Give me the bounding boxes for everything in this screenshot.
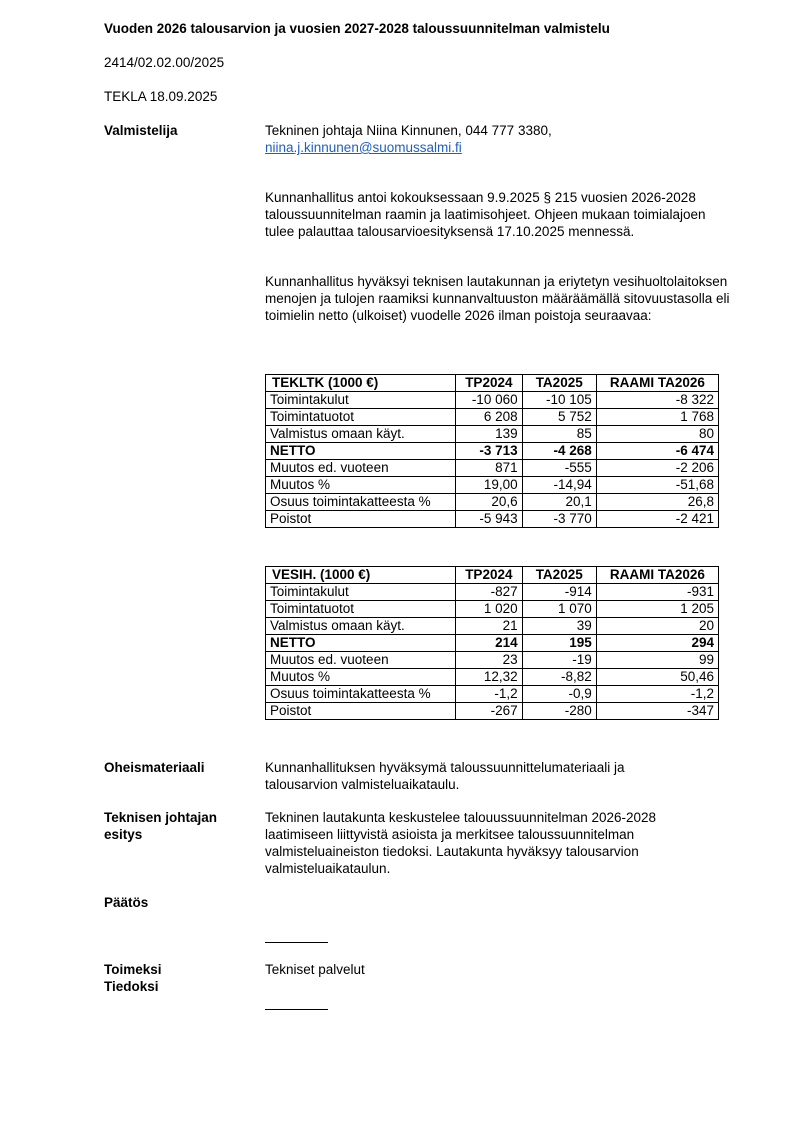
value-cell-tp2024: 139 — [456, 426, 523, 443]
value-cell-ta2025: 85 — [522, 426, 596, 443]
table-row — [266, 426, 719, 443]
value-cell-tp2024: -827 — [456, 584, 523, 601]
value-cell-tp2024: 1 020 — [456, 601, 523, 618]
table-row — [266, 460, 719, 477]
table-header-cell: TA2025 — [522, 375, 596, 392]
value-cell-raami-ta2026: -931 — [596, 584, 718, 601]
table-header-cell: TEKLTK (1000 €) — [266, 375, 456, 392]
value-cell-raami-ta2026: -6 474 — [596, 443, 718, 460]
value-cell-raami-ta2026: -1,2 — [596, 686, 718, 703]
value-cell-ta2025: -0,9 — [522, 686, 596, 703]
value-cell-tp2024: 21 — [456, 618, 523, 635]
table-header-cell: TA2025 — [522, 567, 596, 584]
table-row — [266, 635, 719, 652]
value-cell-tp2024: -10 060 — [456, 392, 523, 409]
table-header-cell: RAAMI TA2026 — [596, 567, 718, 584]
table-header-cell: VESIH. (1000 €) — [266, 567, 456, 584]
value-cell-tp2024: -1,2 — [456, 686, 523, 703]
table-row — [266, 618, 719, 635]
table-row — [266, 392, 719, 409]
preparer-block — [265, 122, 735, 156]
proposal-label — [104, 809, 217, 843]
value-cell-tp2024: 871 — [456, 460, 523, 477]
value-cell-tp2024: 214 — [456, 635, 523, 652]
table-row — [266, 443, 719, 460]
value-cell-ta2025: -555 — [522, 460, 596, 477]
value-cell-ta2025: 1 070 — [522, 601, 596, 618]
value-cell-tp2024: 20,6 — [456, 494, 523, 511]
row-label-cell: Toimintatuotot — [266, 601, 456, 618]
meeting-info: TEKLA 18.09.2025 — [104, 89, 218, 104]
row-label-cell: Toimintakulut — [266, 392, 456, 409]
decision-label: Päätös — [104, 895, 149, 910]
value-cell-raami-ta2026: 20 — [596, 618, 718, 635]
paragraph-framework: Kunnanhallitus antoi kokouksessaan 9.9.2025 § 215 vuosien 2026-2028 taloussuunnitelman raamin ja laatimisohjeet. Ohjeen mukaan toimialajoen tulee palauttaa talousarvioesityksensä 17.10.2025 mennessä. — [265, 190, 706, 239]
value-cell-raami-ta2026: 1 205 — [596, 601, 718, 618]
proposal-text: Tekninen lautakunta keskustelee talouussuunnitelman 2026-2028 laatimiseen liittyvistä asioista ja merkitsee taloussuunnitelman valmisteluaineiston tiedoksi. Lautakunta hyväksyy talousarvion valmisteluaikataulun. — [265, 810, 657, 876]
row-label-cell: Poistot — [266, 511, 456, 528]
record-id: 2414/02.02.00/2025 — [104, 55, 225, 70]
tekltk-budget-table — [265, 374, 719, 528]
value-cell-ta2025: -19 — [522, 652, 596, 669]
distribution-label — [104, 961, 162, 995]
table-row — [266, 584, 719, 601]
row-label-cell: Muutos ed. vuoteen — [266, 460, 456, 477]
proposal-label-line2: esitys — [104, 827, 143, 842]
table-header-row — [266, 375, 719, 392]
row-label-cell: Toimintakulut — [266, 584, 456, 601]
table-row — [266, 494, 719, 511]
table-row — [266, 511, 719, 528]
value-cell-raami-ta2026: -2 206 — [596, 460, 718, 477]
paragraph-approval: Kunnanhallitus hyväksyi teknisen lautakunnan ja eriytetyn vesihuoltolaitoksen menojen ja tulojen raamiksi kunnanvaltuuston määräämällä sitovuustasolla eli toimielin netto (ulkoiset) vuodelle 2026 ilman poistoja seuraavaa: — [265, 274, 730, 323]
value-cell-tp2024: 19,00 — [456, 477, 523, 494]
preparer-label: Valmistelija — [104, 123, 178, 138]
value-cell-ta2025: -3 770 — [522, 511, 596, 528]
row-label-cell: NETTO — [266, 443, 456, 460]
table-header-cell: TP2024 — [456, 567, 523, 584]
value-cell-ta2025: 20,1 — [522, 494, 596, 511]
row-label-cell: Valmistus omaan käyt. — [266, 618, 456, 635]
value-cell-tp2024: 12,32 — [456, 669, 523, 686]
value-cell-raami-ta2026: 1 768 — [596, 409, 718, 426]
value-cell-ta2025: -8,82 — [522, 669, 596, 686]
table-header-cell: TP2024 — [456, 375, 523, 392]
proposal-label-line1: Teknisen johtajan — [104, 810, 218, 825]
row-label-cell: Toimintatuotot — [266, 409, 456, 426]
value-cell-raami-ta2026: 50,46 — [596, 669, 718, 686]
value-cell-raami-ta2026: 26,8 — [596, 494, 718, 511]
value-cell-raami-ta2026: 99 — [596, 652, 718, 669]
value-cell-tp2024: -3 713 — [456, 443, 523, 460]
value-cell-raami-ta2026: 80 — [596, 426, 718, 443]
value-cell-ta2025: -14,94 — [522, 477, 596, 494]
table-row — [266, 669, 719, 686]
decision-signature-line — [265, 942, 328, 943]
value-cell-tp2024: 6 208 — [456, 409, 523, 426]
document-title: Vuoden 2026 talousarvion ja vuosien 2027-2028 taloussuunnitelman valmistelu — [104, 21, 610, 36]
value-cell-raami-ta2026: -8 322 — [596, 392, 718, 409]
value-cell-raami-ta2026: -347 — [596, 703, 718, 720]
distribution-label-line1: Toimeksi — [104, 962, 162, 977]
value-cell-ta2025: -4 268 — [522, 443, 596, 460]
distribution-text: Tekniset palvelut — [265, 962, 365, 977]
distribution-signature-line — [265, 1009, 328, 1010]
value-cell-ta2025: 5 752 — [522, 409, 596, 426]
table-row — [266, 652, 719, 669]
row-label-cell: Muutos ed. vuoteen — [266, 652, 456, 669]
row-label-cell: Valmistus omaan käyt. — [266, 426, 456, 443]
table-row — [266, 601, 719, 618]
value-cell-raami-ta2026: -2 421 — [596, 511, 718, 528]
preparer-name: Tekninen johtaja Niina Kinnunen, 044 777 3380, — [265, 123, 552, 138]
table-row — [266, 477, 719, 494]
value-cell-raami-ta2026: -51,68 — [596, 477, 718, 494]
table-header-row — [266, 567, 719, 584]
row-label-cell: Muutos % — [266, 669, 456, 686]
row-label-cell: NETTO — [266, 635, 456, 652]
attachments-text: Kunnanhallituksen hyväksymä taloussuunnittelumateriaali ja talousarvion valmisteluaikataulu. — [265, 760, 625, 792]
attachments-label: Oheismateriaali — [104, 760, 205, 775]
value-cell-ta2025: -280 — [522, 703, 596, 720]
value-cell-tp2024: -5 943 — [456, 511, 523, 528]
table-header-cell: RAAMI TA2026 — [596, 375, 718, 392]
row-label-cell: Poistot — [266, 703, 456, 720]
table-row — [266, 409, 719, 426]
distribution-label-line2: Tiedoksi — [104, 979, 159, 994]
value-cell-ta2025: -914 — [522, 584, 596, 601]
value-cell-ta2025: 39 — [522, 618, 596, 635]
value-cell-raami-ta2026: 294 — [596, 635, 718, 652]
row-label-cell: Osuus toimintakatteesta % — [266, 494, 456, 511]
value-cell-ta2025: -10 105 — [522, 392, 596, 409]
value-cell-tp2024: -267 — [456, 703, 523, 720]
row-label-cell: Muutos % — [266, 477, 456, 494]
table-row — [266, 686, 719, 703]
value-cell-tp2024: 23 — [456, 652, 523, 669]
preparer-email-link[interactable]: niina.j.kinnunen@suomussalmi.fi — [265, 140, 462, 155]
row-label-cell: Osuus toimintakatteesta % — [266, 686, 456, 703]
vesih-budget-table — [265, 566, 719, 720]
value-cell-ta2025: 195 — [522, 635, 596, 652]
table-row — [266, 703, 719, 720]
